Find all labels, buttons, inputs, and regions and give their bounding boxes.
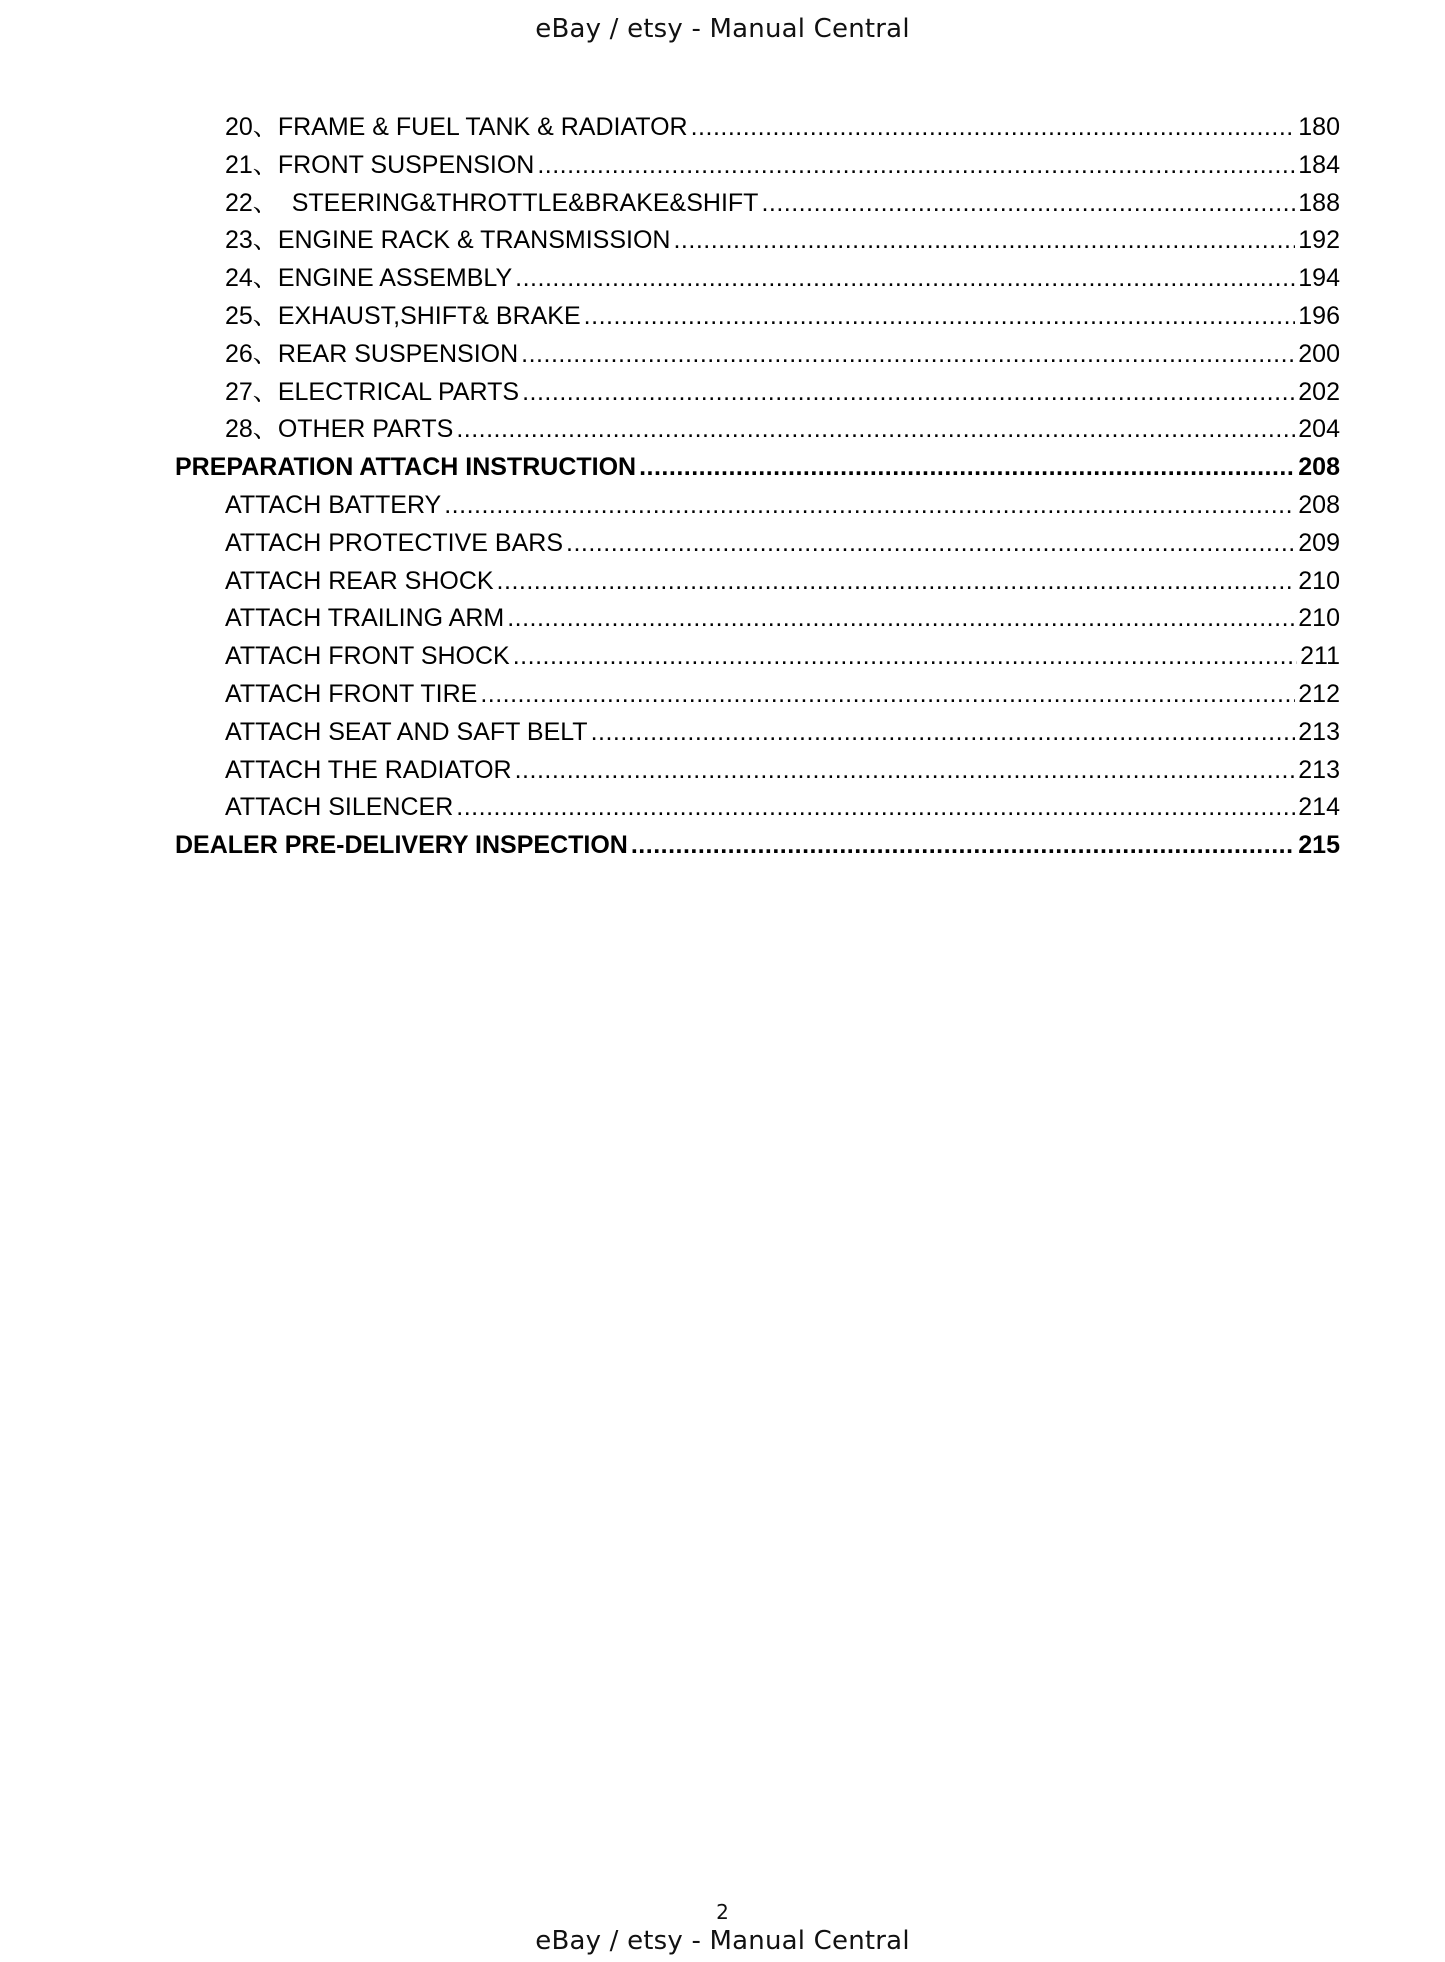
toc-leader-dots: [761, 185, 1295, 223]
toc-entry-title: REAR SUSPENSION: [277, 339, 519, 368]
toc-leader-dots: [639, 449, 1295, 487]
toc-entry-page: 188: [1298, 188, 1340, 217]
toc-entry-title: ATTACH BATTERY: [225, 490, 442, 519]
toc-entry[interactable]: [175, 336, 1340, 374]
toc-entry-title: ATTACH PROTECTIVE BARS: [225, 528, 564, 557]
toc-leader-dots: [513, 638, 1297, 676]
toc-entry[interactable]: [175, 185, 1340, 223]
toc-leader-dots: [631, 827, 1295, 865]
toc-entry[interactable]: [175, 789, 1340, 827]
toc-entry-title: ATTACH FRONT TIRE: [225, 679, 478, 708]
toc-leader-dots: [691, 109, 1296, 147]
toc-entry[interactable]: [175, 676, 1340, 714]
toc-entry-page: 213: [1298, 717, 1340, 746]
toc-entry-page: 215: [1298, 831, 1340, 860]
toc-leader-dots: [444, 487, 1295, 525]
toc-entry[interactable]: [175, 525, 1340, 563]
toc-entry-title: ATTACH REAR SHOCK: [225, 566, 494, 595]
toc-entry-page: 213: [1298, 755, 1340, 784]
toc-entry-page: 200: [1298, 339, 1340, 368]
toc-entry-number: 26、: [225, 339, 278, 368]
toc-entry-title: ATTACH SILENCER: [225, 793, 454, 822]
toc-entry-title: FRAME & FUEL TANK & RADIATOR: [277, 113, 688, 141]
toc-entry-number: 22、: [225, 188, 278, 217]
toc-entry[interactable]: [175, 752, 1340, 790]
toc-entry-page: 214: [1298, 793, 1340, 822]
toc-entry-title: ENGINE RACK & TRANSMISSION: [277, 226, 671, 255]
toc-entry[interactable]: [175, 222, 1340, 260]
toc-leader-dots: [456, 789, 1295, 827]
toc-entry[interactable]: [175, 374, 1340, 412]
toc-entry-page: 204: [1298, 415, 1340, 444]
page-number: 2: [716, 1900, 729, 1924]
toc-leader-dots: [673, 222, 1295, 260]
toc-entry-page: 212: [1298, 679, 1340, 708]
toc-entry-title: ENGINE ASSEMBLY: [277, 264, 513, 293]
toc-leader-dots: [521, 336, 1295, 374]
toc-entry-page: 208: [1298, 453, 1340, 482]
toc-entry-page: 210: [1298, 566, 1340, 595]
toc-entry-title: ATTACH FRONT SHOCK: [225, 642, 510, 671]
toc-entry[interactable]: [175, 563, 1340, 601]
toc-leader-dots: [584, 298, 1296, 336]
toc-entry-page: 184: [1298, 150, 1340, 179]
toc-entry[interactable]: [175, 109, 1340, 147]
toc-leader-dots: [591, 714, 1296, 752]
toc-entry-title: STEERING&THROTTLE&BRAKE&SHIFT: [277, 188, 759, 217]
toc-leader-dots: [497, 563, 1296, 601]
toc-entry-title: ELECTRICAL PARTS: [277, 377, 520, 406]
toc-entry[interactable]: [175, 638, 1340, 676]
toc-entry[interactable]: [175, 260, 1340, 298]
toc-entry-page: 202: [1298, 377, 1340, 406]
toc-entry-title: ATTACH SEAT AND SAFT BELT: [225, 717, 588, 746]
toc-entry[interactable]: [175, 487, 1340, 525]
toc-entry-number: 23、: [225, 226, 278, 255]
toc-entry-number: 24、: [225, 264, 278, 293]
toc-entry-page: 211: [1300, 642, 1340, 671]
toc-entry-number: 21、: [225, 150, 278, 179]
toc-leader-dots: [507, 600, 1295, 638]
toc-entry-title: EXHAUST,SHIFT& BRAKE: [277, 301, 581, 330]
toc-entry-page: 194: [1298, 264, 1340, 293]
toc-entry-page: 180: [1298, 113, 1340, 141]
toc-entry[interactable]: [175, 298, 1340, 336]
toc-leader-dots: [537, 147, 1295, 185]
toc-entry-page: 196: [1298, 301, 1340, 330]
toc-entry-page: 209: [1298, 528, 1340, 557]
toc-entry-title: ATTACH TRAILING ARM: [225, 604, 505, 633]
toc-entry-title: DEALER PRE-DELIVERY INSPECTION: [175, 831, 628, 860]
toc-entry-number: 28、: [225, 415, 278, 444]
toc-leader-dots: [515, 752, 1296, 790]
toc-leader-dots: [522, 374, 1295, 412]
toc-leader-dots: [456, 411, 1295, 449]
toc-entry-number: 27、: [225, 377, 278, 406]
toc-entry-title: FRONT SUSPENSION: [277, 150, 535, 179]
toc-entry-page: 208: [1298, 490, 1340, 519]
toc-leader-dots: [480, 676, 1295, 714]
toc-entry-title: OTHER PARTS: [277, 415, 454, 444]
toc-leader-dots: [515, 260, 1295, 298]
toc-entry-title: ATTACH THE RADIATOR: [225, 755, 512, 784]
toc-section-heading[interactable]: [175, 827, 1340, 865]
toc-entry-page: 192: [1298, 226, 1340, 255]
page-footer: eBay / etsy - Manual Central: [535, 1926, 910, 1956]
page-header: eBay / etsy - Manual Central: [535, 14, 910, 44]
toc-entry-title: PREPARATION ATTACH INSTRUCTION: [175, 453, 637, 482]
toc-section-heading[interactable]: [175, 449, 1340, 487]
toc-entry[interactable]: [175, 147, 1340, 185]
toc-leader-dots: [566, 525, 1295, 563]
toc-entry[interactable]: [175, 411, 1340, 449]
toc-entry-number: 20、: [225, 113, 278, 141]
table-of-contents: [175, 109, 1340, 865]
toc-entry[interactable]: [175, 600, 1340, 638]
toc-entry-page: 210: [1298, 604, 1340, 633]
toc-entry-number: 25、: [225, 301, 278, 330]
toc-entry[interactable]: [175, 714, 1340, 752]
